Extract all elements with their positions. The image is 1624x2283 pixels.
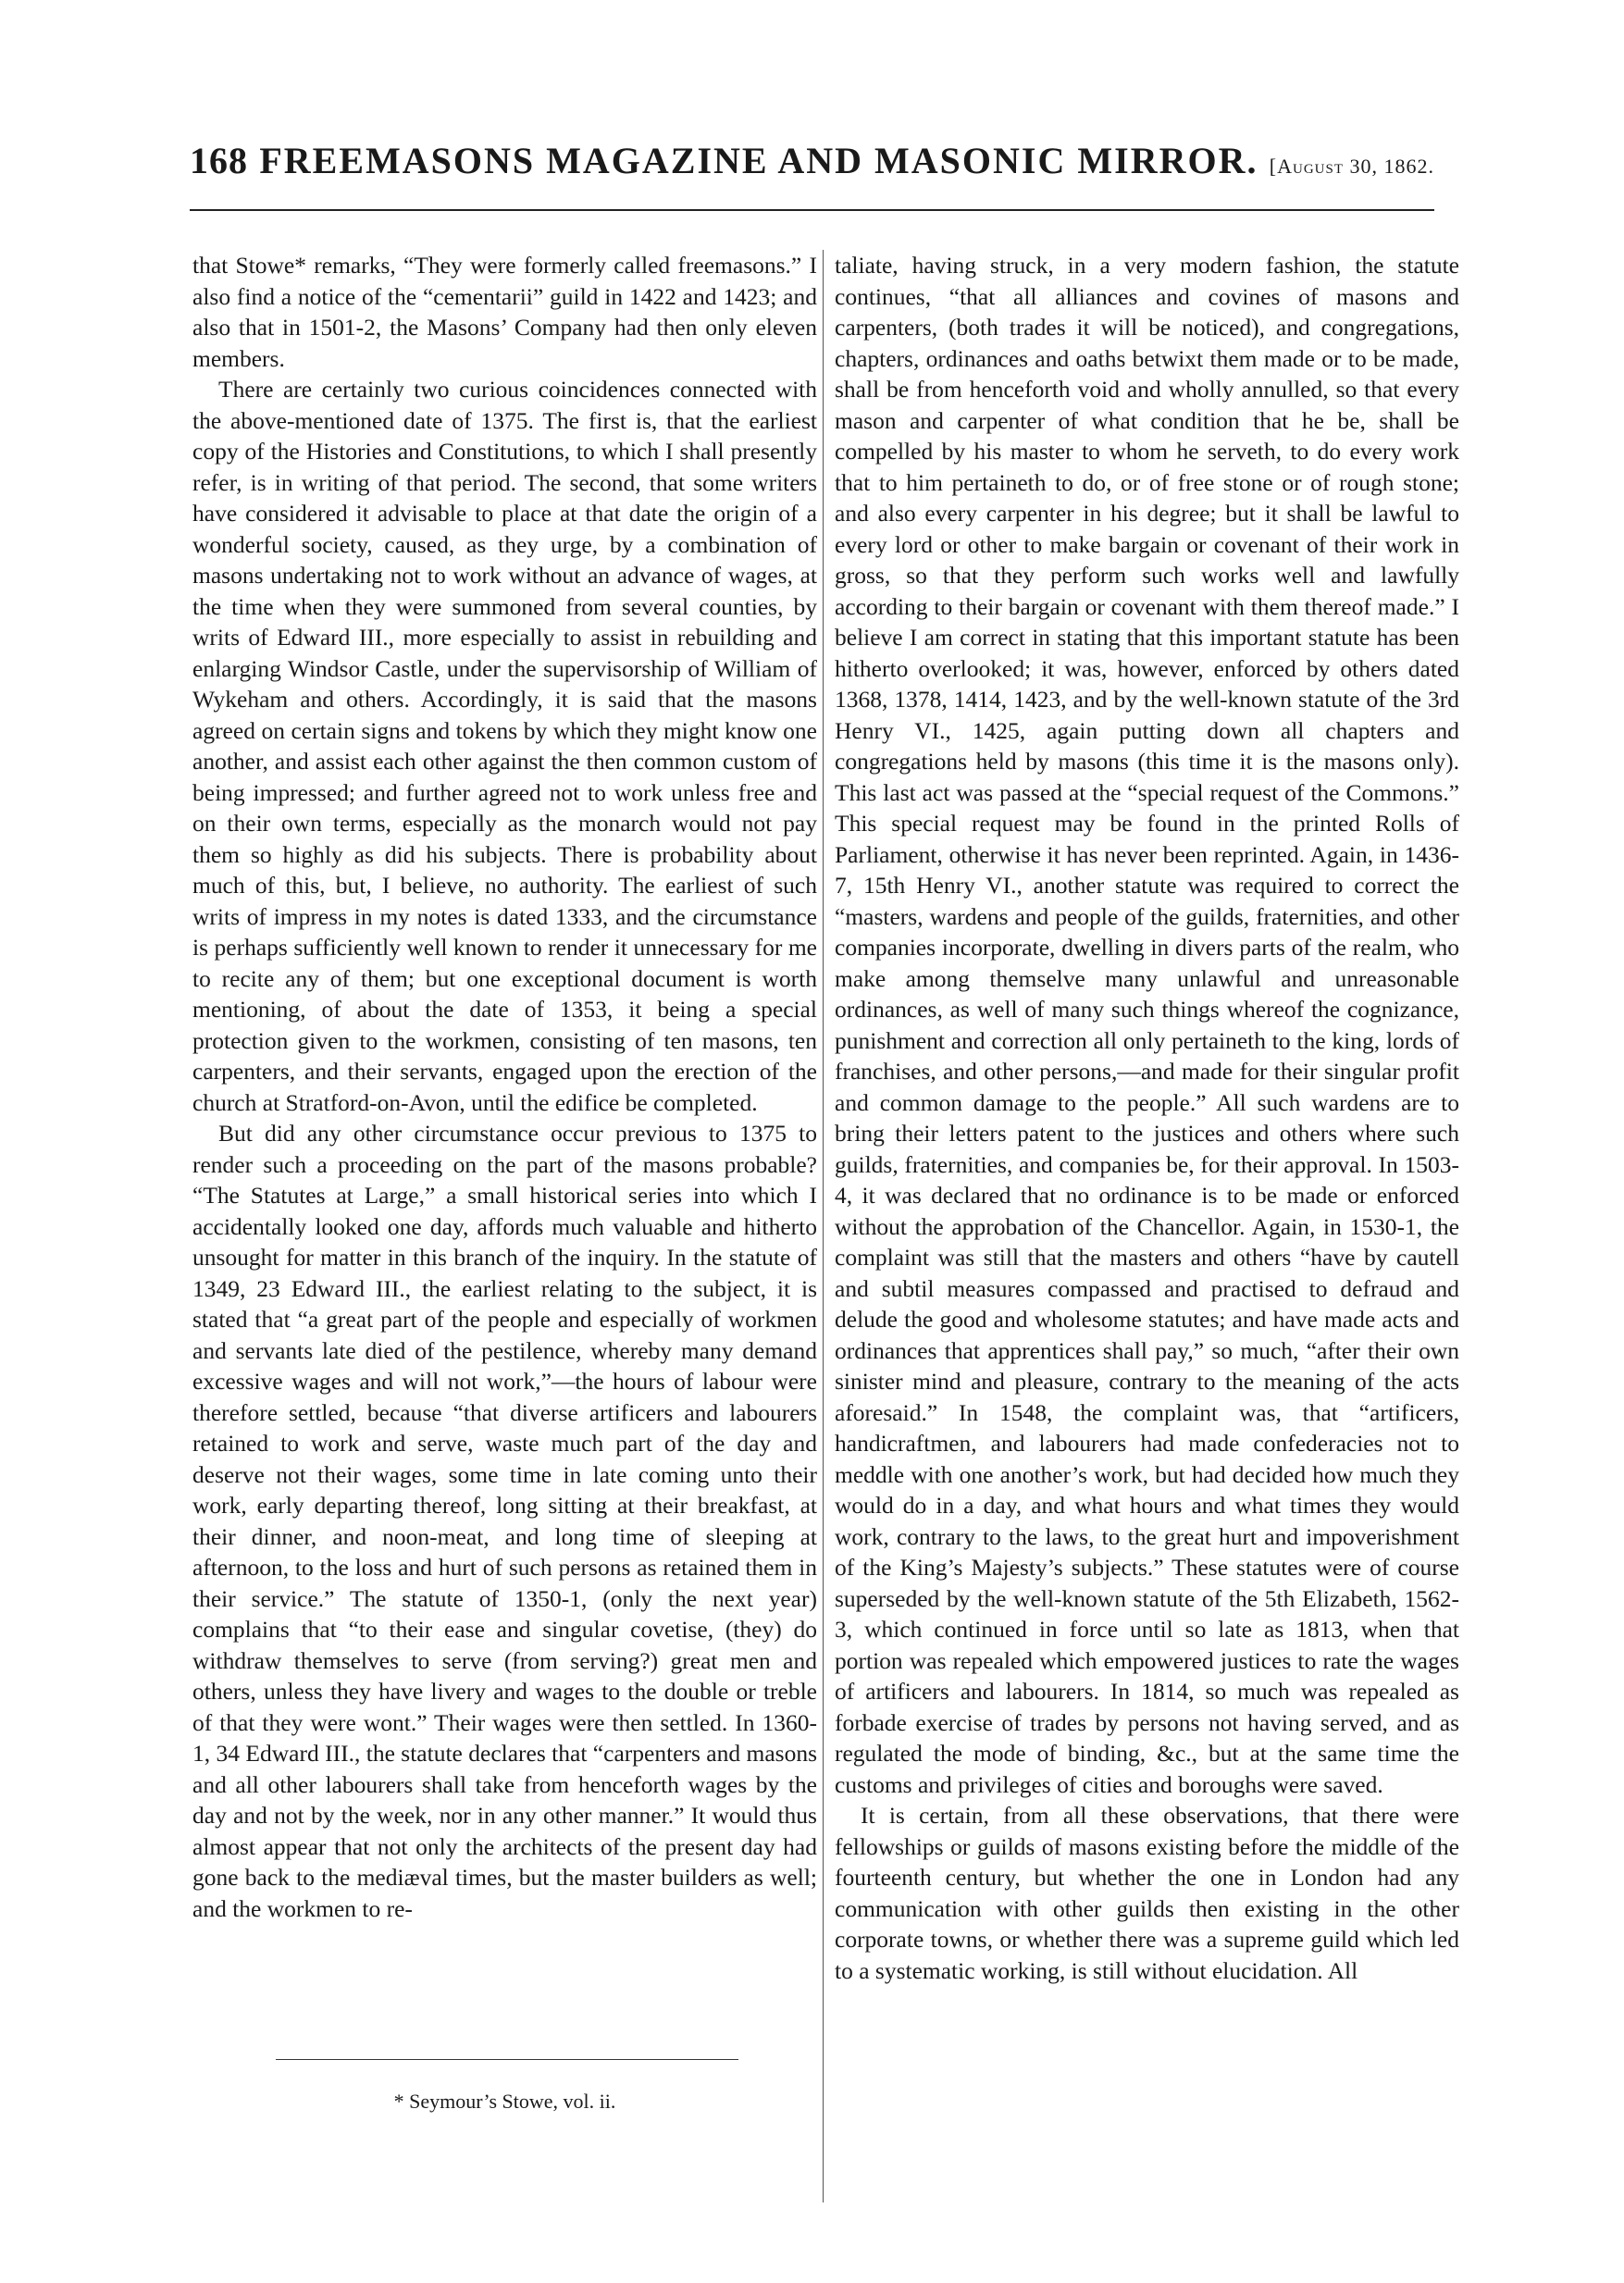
paragraph: There are certainly two curious coincidences connected with the above-mentioned date of 1375. The first is, that the earliest copy of the Histories and Constitutions, to which I shall presently refer, is in writing of that period. The second, that some writers have considered it advisable to place at that date the origin of a wonderful society, caused, as they urge, by a combination of masons undertaking not to work without an advance of wages, at the time when they were summoned from several counties, by writs of Edward III., more especially to assist in rebuilding and enlarging Windsor Castle, under the supervisorship of William of Wykeham and others. Accordingly, it is said that the masons agreed on certain signs and tokens by which they might know one another, and assist each other against the then common custom of being impressed; and further agreed not to work unless free and on their own terms, especially as the monarch would not pay them so highly as did his subjects. There is probability about much of this, but, I believe, no authority. The earliest of such writs of impress in my notes is dated 1333, and the circumstance is perhaps sufficiently well known to render it unnecessary for me to recite any of them; but one exceptional document is worth mentioning, of about the date of 1353, it being a special protection given to the workmen, consisting of ten masons, ten carpenters, and their servants, engaged upon the erection of the church at Stratford-on-Avon, until the edifice be completed.	[192, 376, 817, 1116]
footnote: * Seymour’s Stowe, vol. ii.	[393, 2090, 616, 2113]
paragraph: But did any other circumstance occur previous to 1375 to render such a proceeding on the part of the masons probable? “The Statutes at Large,” a small historical series into which I accidentally looked one day, affords much valuable and hitherto unsought for matter in this branch of the inquiry. In the statute of 1349, 23 Edward III., the earliest relating to the subject, it is stated that “a great part of the people and especially of workmen and servants late died of the pestilence, whereby many demand excessive wages and will not work,”—the hours of labour were therefore settled, because “that diverse artificers and labourers retained to work and serve, waste much part of the day and deserve not their wages, some time in late coming unto their work, early departing thereof, long sitting at their breakfast, at their dinner, and noon-meat, and long time of sleeping at afternoon, to the loss and hurt of such persons as retained them in their service.” The statute of 1350-1, (only the next year) complains that “to their ease and singular covetise, (they) do withdraw themselves to serve (from serving?) great men and others, unless they have livery and wages to the double or treble of that they were wont.” Their wages were then settled. In 1360-1, 34 Edward III., the statute declares that “carpenters and masons and all other labourers shall take from henceforth wages by the day and not by the week, nor in any other manner.” It would thus almost appear that not only the architects of the present day had gone back to the mediæval times, but the master builders as well; and the workmen to re-	[192, 1120, 817, 1922]
paragraph: It is certain, from all these observations, that there were fellowships or guilds of masons existing before the middle of the fourteenth century, but whether the one in London had any communication with other guilds then existing in the other corporate towns, or whether there was a supreme guild which led to a systematic working, is still without elucidation. All	[835, 1802, 1459, 1984]
right-column	[835, 250, 1459, 2184]
page-header	[190, 139, 1434, 194]
page-number: 168	[190, 140, 248, 181]
left-column	[192, 250, 817, 2184]
footnote-rule	[276, 2059, 738, 2060]
magazine-title: FREEMASONS MAGAZINE AND MASONIC MIRROR.	[259, 140, 1258, 181]
paragraph: that Stowe* remarks, “They were formerly called freemasons.” I also find a notice of the “cementarii” guild in 1422 and 1423; and also that in 1501-2, the Masons’ Company had then only eleven members.	[192, 252, 817, 372]
issue-date: [August 30, 1862.	[1269, 155, 1434, 178]
header-rule	[190, 209, 1434, 211]
paragraph: taliate, having struck, in a very modern fashion, the statute continues, “that all alliances and covines of masons and carpenters, (both trades it will be noticed), and congregations, chapters, ordinances and oaths betwixt them made or to be made, shall be from henceforth void and wholly annulled, so that every mason and carpenter of what condition that he be, shall be compelled by his master to whom he serveth, to do every work that to him pertaineth to do, or of free stone or of rough stone; and also every carpenter in his degree; but it shall be lawful to every lord or other to make bargain or covenant of their work in gross, so that they perform such works well and lawfully according to their bargain or covenant with them thereof made.” I believe I am correct in stating that this important statute has been hitherto overlooked; it was, however, enforced by others dated 1368, 1378, 1414, 1423, and by the well-known statute of the 3rd Henry VI., 1425, again putting down all chapters and congregations held by masons (this time it is the masons only). This last act was passed at the “special request of the Commons.” This special request may be found in the printed Rolls of Parliament, otherwise it has never been reprinted. Again, in 1436-7, 15th Henry VI., another statute was required to correct the “masters, wardens and people of the guilds, fraternities, and other companies incorporate, dwelling in divers parts of the realm, who make among themselve many unlawful and unreasonable ordinances, as well of many such things whereof the cognizance, punishment and correction all only pertaineth to the king, lords of franchises, and other persons,—and made for their singular profit and common damage to the people.” All such wardens are to bring their letters patent to the justices and others where such guilds, fraternities, and companies be, for their approval. In 1503-4, it was declared that no ordinance is to be made or enforced without the approbation of the Chancellor. Again, in 1530-1, the complaint was still that the masters and others “have by cautell and subtil measures compassed and practised to defraud and delude the good and wholesome statutes; and have made acts and ordinances that apprentices shall pay,” so much, “after their own sinister mind and pleasure, contrary to the meaning of the acts aforesaid.” In 1548, the complaint was, that “artificers, handicraftmen, and labourers had made confederacies not to meddle with one another’s work, but had decided how much they would do in a day, and what hours and what times they would work, contrary to the laws, to the great hurt and impoverishment of the King’s Majesty’s subjects.” These statutes were of course superseded by the well-known statute of the 5th Elizabeth, 1562-3, which continued in force until so late as 1813, when that portion was repealed which empowered justices to rate the wages of artificers and labourers. In 1814, so much was repealed as forbade exercise of trades by persons not having served, and as regulated the mode of binding, &c., but at the same time the customs and privileges of cities and boroughs were saved.	[835, 252, 1459, 1798]
column-divider	[823, 250, 824, 2202]
